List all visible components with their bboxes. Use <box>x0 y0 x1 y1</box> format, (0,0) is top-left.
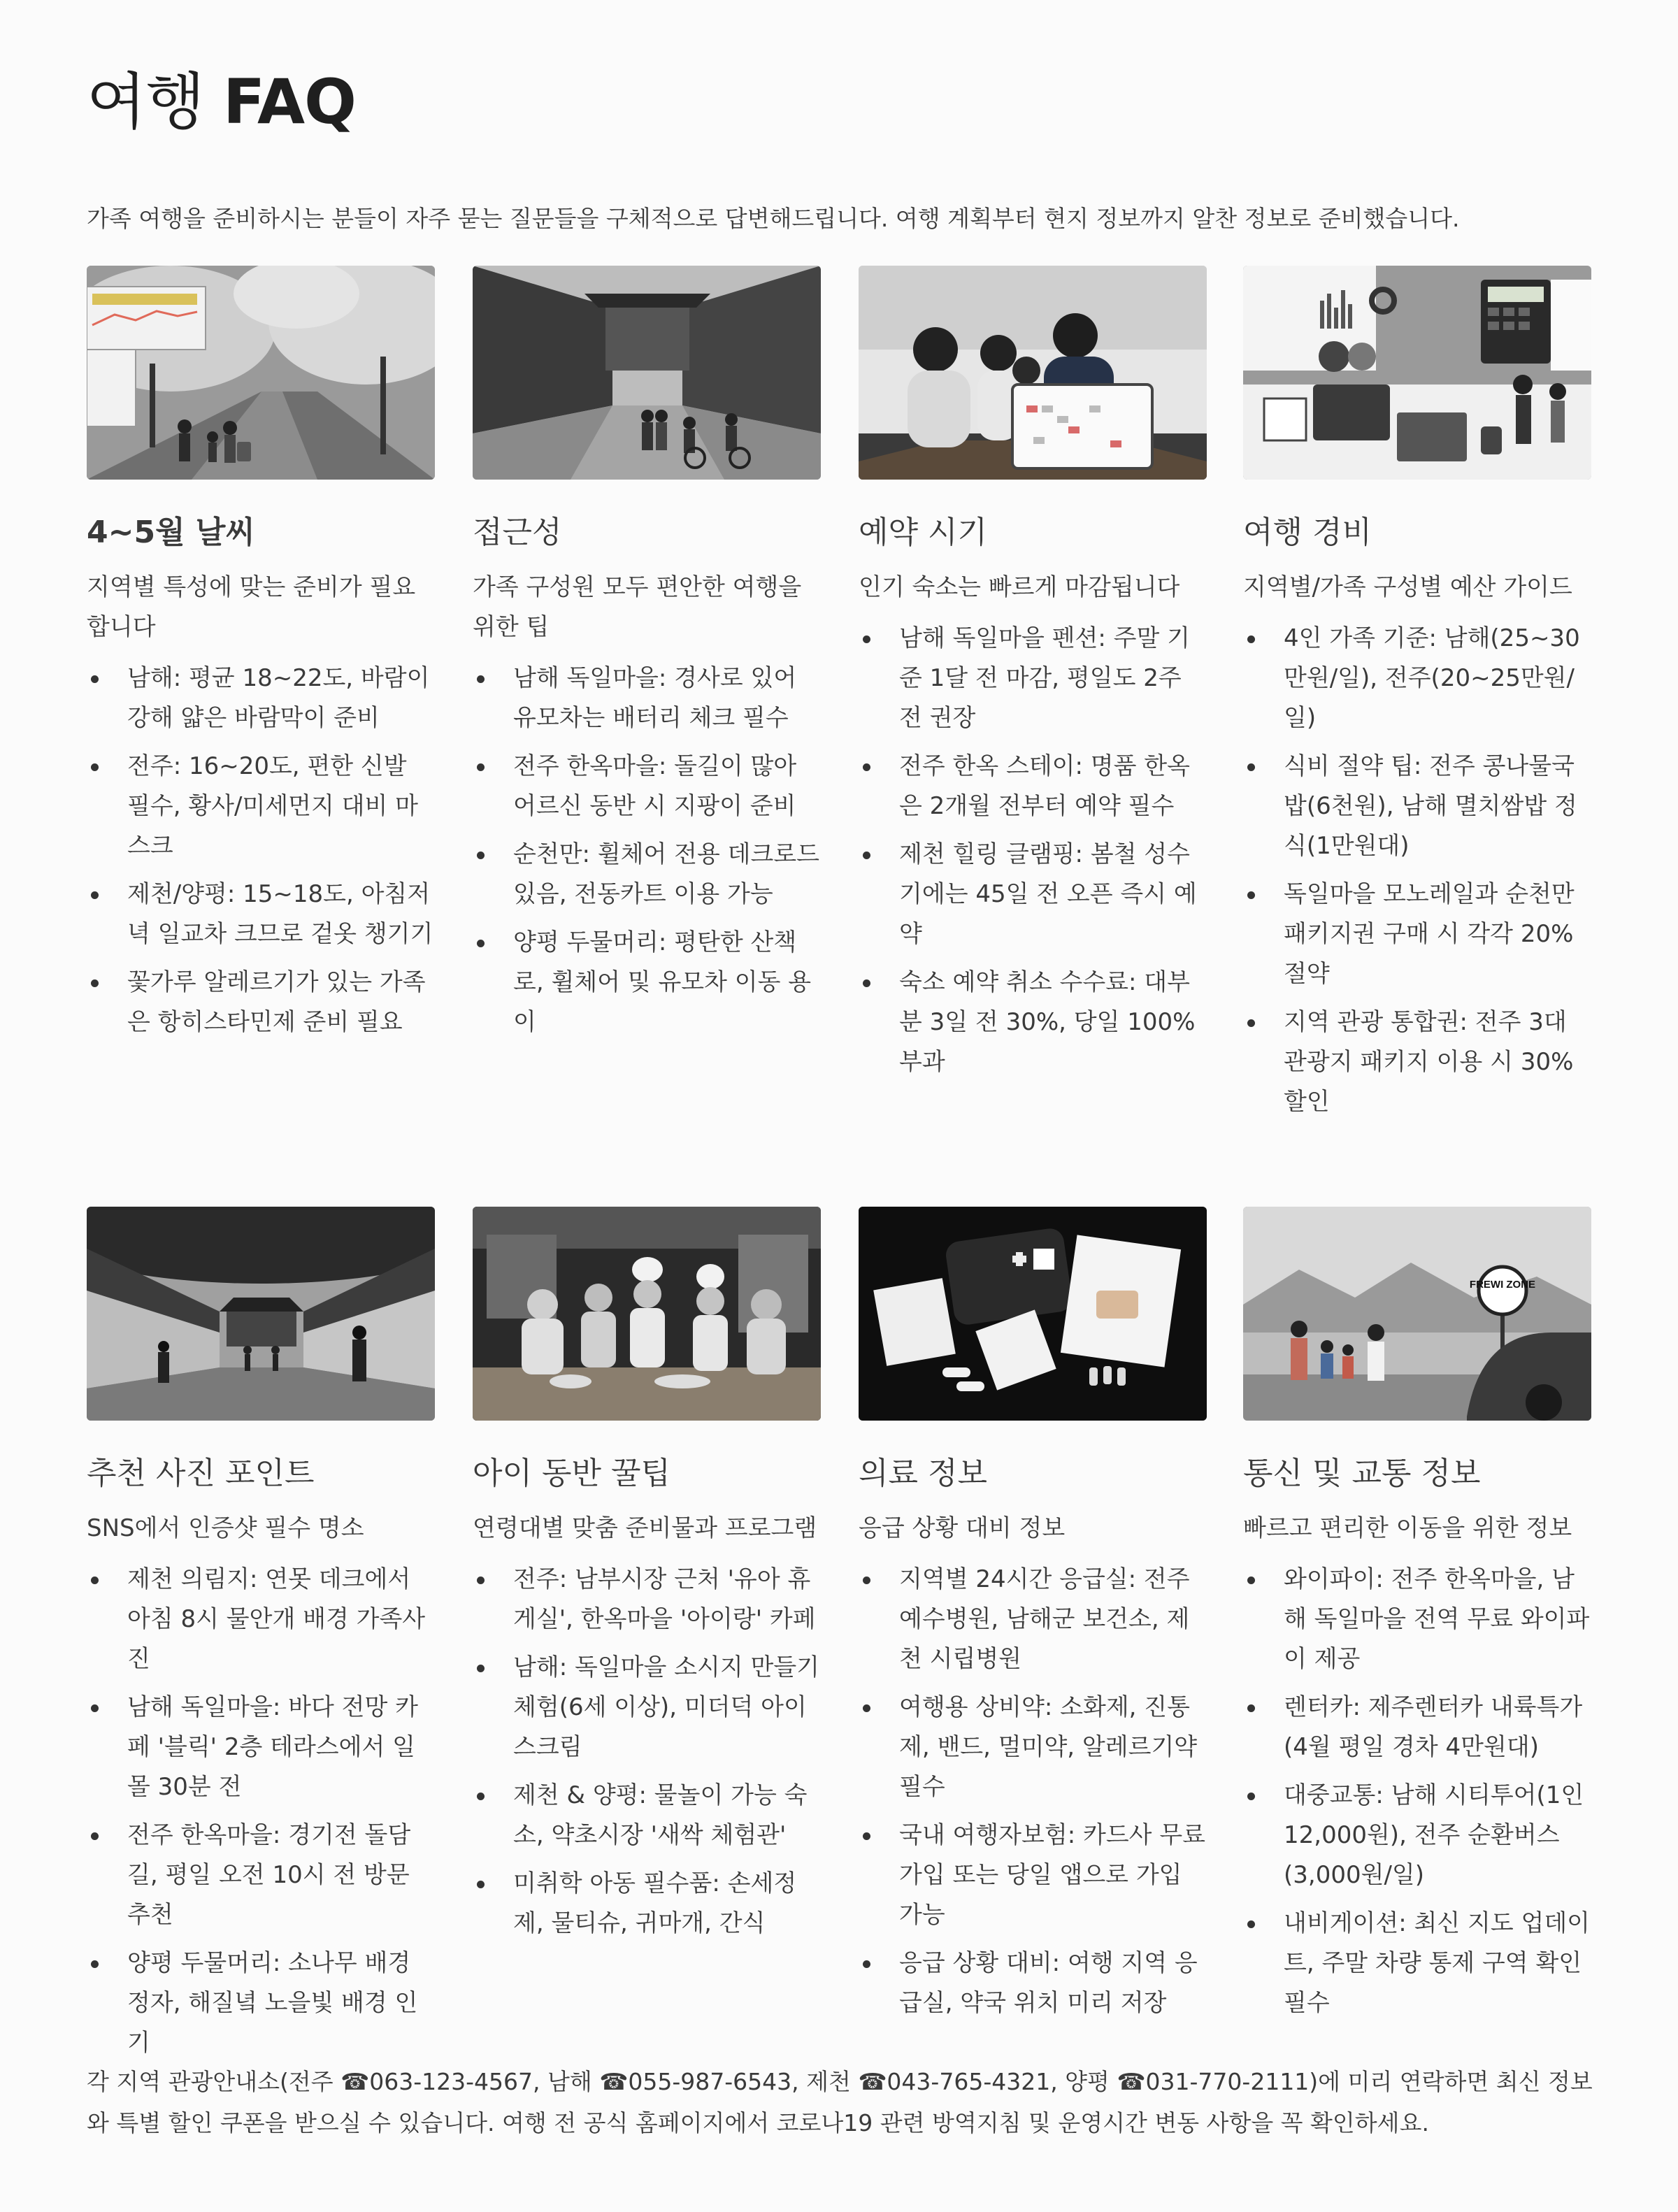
faq-card-budget <box>1243 266 1591 1130</box>
list-item: 여행용 상비약: 소화제, 진통제, 밴드, 멀미약, 알레르기약 필수 <box>859 1688 1207 1807</box>
list-item: 지역별 24시간 응급실: 전주 예수병원, 남해군 보건소, 제천 시립병원 <box>859 1560 1207 1679</box>
list-item: 제천 힐링 글램핑: 봄철 성수기에는 45일 전 오픈 즉시 예약 <box>859 835 1207 954</box>
list-item: 전주 한옥 스테이: 명품 한옥은 2개월 전부터 예약 필수 <box>859 747 1207 826</box>
card-list <box>473 659 821 1042</box>
list-item: 남해: 독일마을 소시지 만들기 체험(6세 이상), 미더덕 아이스크림 <box>473 1648 821 1767</box>
list-item: 식비 절약 팁: 전주 콩나물국밥(6천원), 남해 멸치쌈밥 정식(1만원대) <box>1243 747 1591 866</box>
faq-card-weather <box>87 266 435 1051</box>
card-list <box>1243 619 1591 1122</box>
card-subtitle: 지역별 특성에 맞는 준비가 필요합니다 <box>87 573 416 641</box>
list-item: 순천만: 휠체어 전용 데크로드 있음, 전동카트 이용 가능 <box>473 835 821 914</box>
list-item: 제천/양평: 15~18도, 아침저녁 일교차 크므로 겉옷 챙기기 <box>87 875 435 954</box>
faq-card-transport <box>1243 1207 1591 2032</box>
hanok-alley-photo <box>87 1207 435 1421</box>
card-title: 통신 및 교통 정보 <box>1243 1456 1481 1491</box>
card-subtitle: 지역별/가족 구성별 예산 가이드 <box>1243 573 1572 601</box>
faq-card-photo-spots <box>87 1207 435 2071</box>
card-subtitle: 연령대별 맞춤 준비물과 프로그램 <box>473 1514 817 1542</box>
faq-card-kids-tips <box>473 1207 821 1952</box>
list-item: 양평 두물머리: 소나무 배경 정자, 해질녘 노을빛 배경 인기 <box>87 1944 435 2063</box>
first-aid-kit-photo <box>859 1207 1207 1421</box>
list-item: 제천 의림지: 연못 데크에서 아침 8시 물안개 배경 가족사진 <box>87 1560 435 1679</box>
card-title: 의료 정보 <box>859 1456 988 1491</box>
list-item: 지역 관광 통합권: 전주 3대 관광지 패키지 이용 시 30% 할인 <box>1243 1003 1591 1122</box>
card-title: 추천 사진 포인트 <box>87 1456 315 1491</box>
list-item: 대중교통: 남해 시티투어(1인 12,000원), 전주 순환버스(3,000원/일) <box>1243 1776 1591 1895</box>
list-item: 전주 한옥마을: 돌길이 많아 어르신 동반 시 지팡이 준비 <box>473 747 821 826</box>
card-list <box>1243 1560 1591 2023</box>
card-title: 아이 동반 꿀팁 <box>473 1456 671 1491</box>
faq-card-booking <box>859 266 1207 1091</box>
card-title: 접근성 <box>473 515 562 550</box>
card-list <box>87 659 435 1042</box>
list-item: 독일마을 모노레일과 순천만 패키지권 구매 시 각각 20% 절약 <box>1243 875 1591 994</box>
list-item: 숙소 예약 취소 수수료: 대부분 3일 전 30%, 당일 100% 부과 <box>859 963 1207 1082</box>
wifi-zone-seaside-illustration <box>1243 1207 1591 1421</box>
card-title: 예약 시기 <box>859 515 988 550</box>
intro-text: 가족 여행을 준비하시는 분들이 자주 묻는 질문들을 구체적으로 답변해드립니다. 여행 계획부터 현지 정보까지 알찬 정보로 준비했습니다. <box>87 205 1460 232</box>
list-item: 남해 독일마을 펜션: 주말 기준 1달 전 마감, 평일도 2주 전 권장 <box>859 619 1207 738</box>
card-list <box>859 619 1207 1082</box>
list-item: 전주 한옥마을: 경기전 돌담길, 평일 오전 10시 전 방문 추천 <box>87 1816 435 1935</box>
faq-card-medical <box>859 1207 1207 2032</box>
list-item: 응급 상황 대비: 여행 지역 응급실, 약국 위치 미리 저장 <box>859 1944 1207 2023</box>
card-subtitle: 인기 숙소는 빠르게 마감됩니다 <box>859 573 1180 601</box>
card-list <box>87 1560 435 2063</box>
list-item: 와이파이: 전주 한옥마을, 남해 독일마을 전역 무료 와이파이 제공 <box>1243 1560 1591 1679</box>
list-item: 제천 & 양평: 물놀이 가능 숙소, 약초시장 '새싹 체험관' <box>473 1776 821 1855</box>
list-item: 렌터카: 제주렌터카 내륙특가(4월 평일 경차 4만원대) <box>1243 1688 1591 1767</box>
card-title: 4~5월 날씨 <box>87 515 255 550</box>
kids-cooking-class-photo <box>473 1207 821 1421</box>
list-item: 4인 가족 기준: 남해(25~30만원/일), 전주(20~25만원/일) <box>1243 619 1591 738</box>
footer-note: 각 지역 관광안내소(전주 ☎063-123-4567, 남해 ☎055-987-6543, 제천 ☎043-765-4321, 양평 ☎031-770-2111)에 미리 연락하면 최신 정보와 특별 할인 쿠폰을 받으실 수 있습니다. 여행 전 공식 홈페이지에서 코로나19 관련 방역지침 및 운영시간 변동 사항을 꼭 확인하세요. <box>87 2068 1593 2136</box>
card-subtitle: 빠르고 편리한 이동을 위한 정보 <box>1243 1514 1572 1542</box>
list-item: 양평 두물머리: 평탄한 산책로, 휠체어 및 유모차 이동 용이 <box>473 923 821 1042</box>
list-item: 국내 여행자보험: 카드사 무료 가입 또는 당일 앱으로 가입 가능 <box>859 1816 1207 1935</box>
card-list <box>473 1560 821 1944</box>
list-item: 미취학 아동 필수품: 손세정제, 물티슈, 귀마개, 간식 <box>473 1864 821 1944</box>
list-item: 꽃가루 알레르기가 있는 가족은 항히스타민제 준비 필요 <box>87 963 435 1042</box>
cherry-blossom-family-street-photo <box>87 266 435 480</box>
list-item: 내비게이션: 최신 지도 업데이트, 주말 차량 통제 구역 확인 필수 <box>1243 1904 1591 2023</box>
list-item: 전주: 16~20도, 편한 신발 필수, 황사/미세먼지 대비 마스크 <box>87 747 435 866</box>
faq-card-accessibility <box>473 266 821 1051</box>
list-item: 전주: 남부시장 근처 '유아 휴게실', 한옥마을 '아이랑' 카페 <box>473 1560 821 1639</box>
list-item: 남해 독일마을: 바다 전망 카페 '블릭' 2층 테라스에서 일몰 30분 전 <box>87 1688 435 1807</box>
list-item: 남해: 평균 18~22도, 바람이 강해 얇은 바람막이 준비 <box>87 659 435 738</box>
card-subtitle: 가족 구성원 모두 편안한 여행을 위한 팁 <box>473 573 802 641</box>
card-list <box>859 1560 1207 2023</box>
hanok-village-wheelchair-photo <box>473 266 821 480</box>
page-title: 여행 FAQ <box>87 66 356 138</box>
card-subtitle: SNS에서 인증샷 필수 명소 <box>87 1514 364 1542</box>
wifi-zone-sign-text: FREWI ZONE <box>1469 1279 1536 1291</box>
family-booking-laptop-illustration <box>859 266 1207 480</box>
card-subtitle: 응급 상황 대비 정보 <box>859 1514 1066 1542</box>
card-title: 여행 경비 <box>1243 515 1372 550</box>
list-item: 남해 독일마을: 경사로 있어 유모차는 배터리 체크 필수 <box>473 659 821 738</box>
travel-budget-infographic <box>1243 266 1591 480</box>
